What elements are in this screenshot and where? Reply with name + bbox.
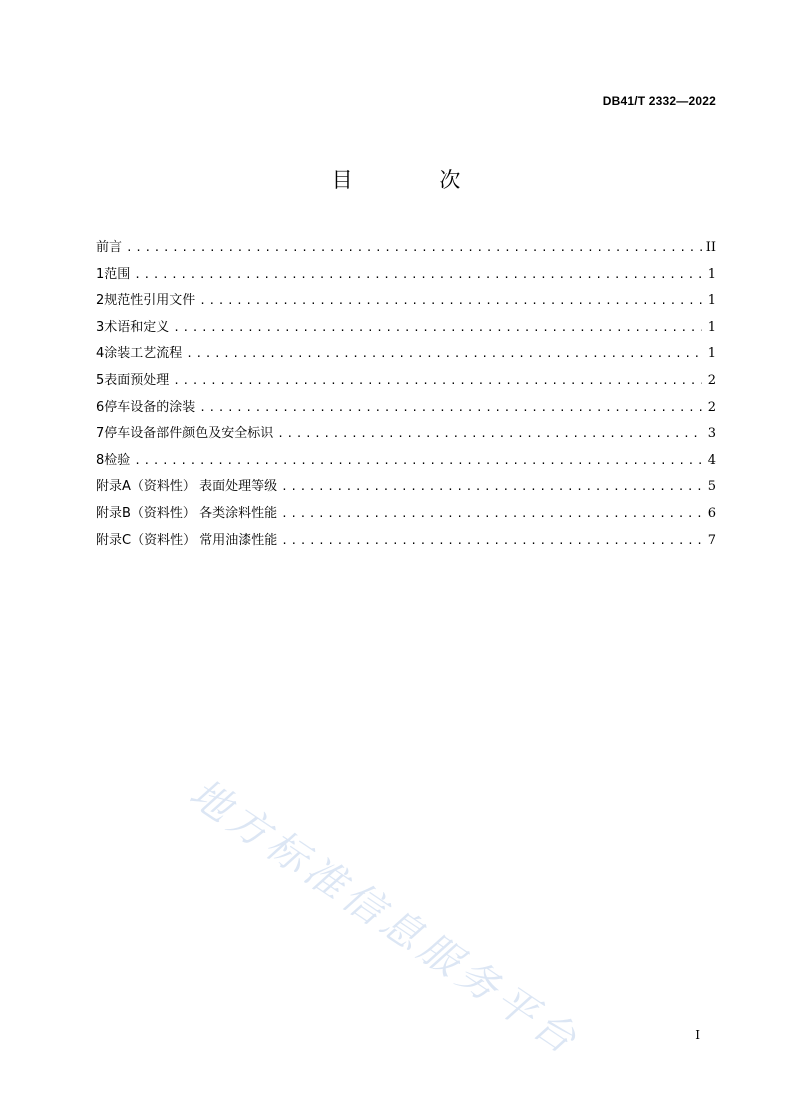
toc-item-foreword[interactable] (96, 238, 716, 265)
toc-item-number: 7 (96, 426, 105, 442)
toc-leader-dots (173, 318, 702, 338)
toc-item-appendix-c[interactable] (96, 531, 716, 558)
toc-item-label: 各类涂料性能 (199, 505, 278, 521)
toc-appendix-prefix: 附录B（资料性） (96, 505, 196, 521)
toc-item-label: 术语和定义 (104, 319, 170, 335)
toc-leader-dots (281, 504, 702, 524)
toc-item-number: 4 (96, 346, 105, 362)
toc-leader-dots (126, 238, 702, 258)
toc-item-page: 4 (707, 452, 716, 468)
toc-item-page: 7 (707, 532, 716, 548)
toc-item-7[interactable] (96, 424, 716, 451)
watermark: 地方标准信息服务平台 (181, 770, 589, 1066)
toc-item-page: 1 (707, 319, 716, 335)
page-title: 目 次 (331, 168, 501, 192)
toc-item-number: 2 (96, 293, 105, 309)
toc-item-label: 停车设备的涂装 (104, 399, 196, 415)
toc-item-appendix-a[interactable] (96, 477, 716, 504)
toc-leader-dots (277, 424, 702, 444)
toc-item-6[interactable] (96, 398, 716, 425)
toc-leader-dots (134, 265, 702, 285)
toc-item-page: 5 (707, 479, 716, 495)
toc-item-page: 1 (707, 266, 716, 282)
toc-item-page: 3 (707, 426, 716, 442)
toc-item-label: 表面预处理 (104, 372, 170, 388)
toc-item-number: 3 (96, 319, 105, 335)
toc-item-page: 1 (707, 293, 716, 309)
toc-item-page: 2 (707, 399, 716, 415)
toc-leader-dots (173, 371, 702, 391)
toc-item-label: 停车设备部件颜色及安全标识 (104, 426, 274, 442)
document-code: DB41/T 2332—2022 (602, 94, 716, 108)
toc-leader-dots (199, 398, 702, 418)
toc-appendix-prefix: 附录C（资料性） (96, 532, 197, 548)
toc-item-number: 5 (96, 372, 105, 388)
toc-item-8[interactable] (96, 451, 716, 478)
toc-item-label: 检验 (104, 452, 131, 468)
toc-item-page: 2 (707, 372, 716, 388)
toc-item-number: 6 (96, 399, 105, 415)
toc-item-label: 常用油漆性能 (199, 532, 278, 548)
toc-item-label: 涂装工艺流程 (104, 346, 183, 362)
toc-item-appendix-b[interactable] (96, 504, 716, 531)
toc-item-3[interactable] (96, 318, 716, 345)
toc-item-label: 范围 (104, 266, 131, 282)
toc-item-page: 1 (707, 346, 716, 362)
toc-item-5[interactable] (96, 371, 716, 398)
toc-item-page: 6 (707, 505, 716, 521)
toc-leader-dots (281, 477, 702, 497)
table-of-contents (96, 238, 716, 557)
toc-item-label: 表面处理等级 (199, 479, 278, 495)
toc-item-page: II (705, 240, 716, 255)
toc-item-2[interactable] (96, 291, 716, 318)
toc-leader-dots (186, 344, 702, 364)
toc-appendix-prefix: 附录A（资料性） (96, 479, 196, 495)
toc-item-4[interactable] (96, 344, 716, 371)
toc-item-label: 前言 (96, 240, 123, 255)
toc-leader-dots (199, 291, 702, 311)
page-number: I (695, 1028, 700, 1042)
toc-leader-dots (281, 531, 702, 551)
toc-item-1[interactable] (96, 265, 716, 292)
toc-item-label: 规范性引用文件 (104, 293, 196, 309)
toc-leader-dots (134, 451, 702, 471)
toc-item-number: 1 (96, 266, 105, 282)
toc-item-number: 8 (96, 452, 105, 468)
